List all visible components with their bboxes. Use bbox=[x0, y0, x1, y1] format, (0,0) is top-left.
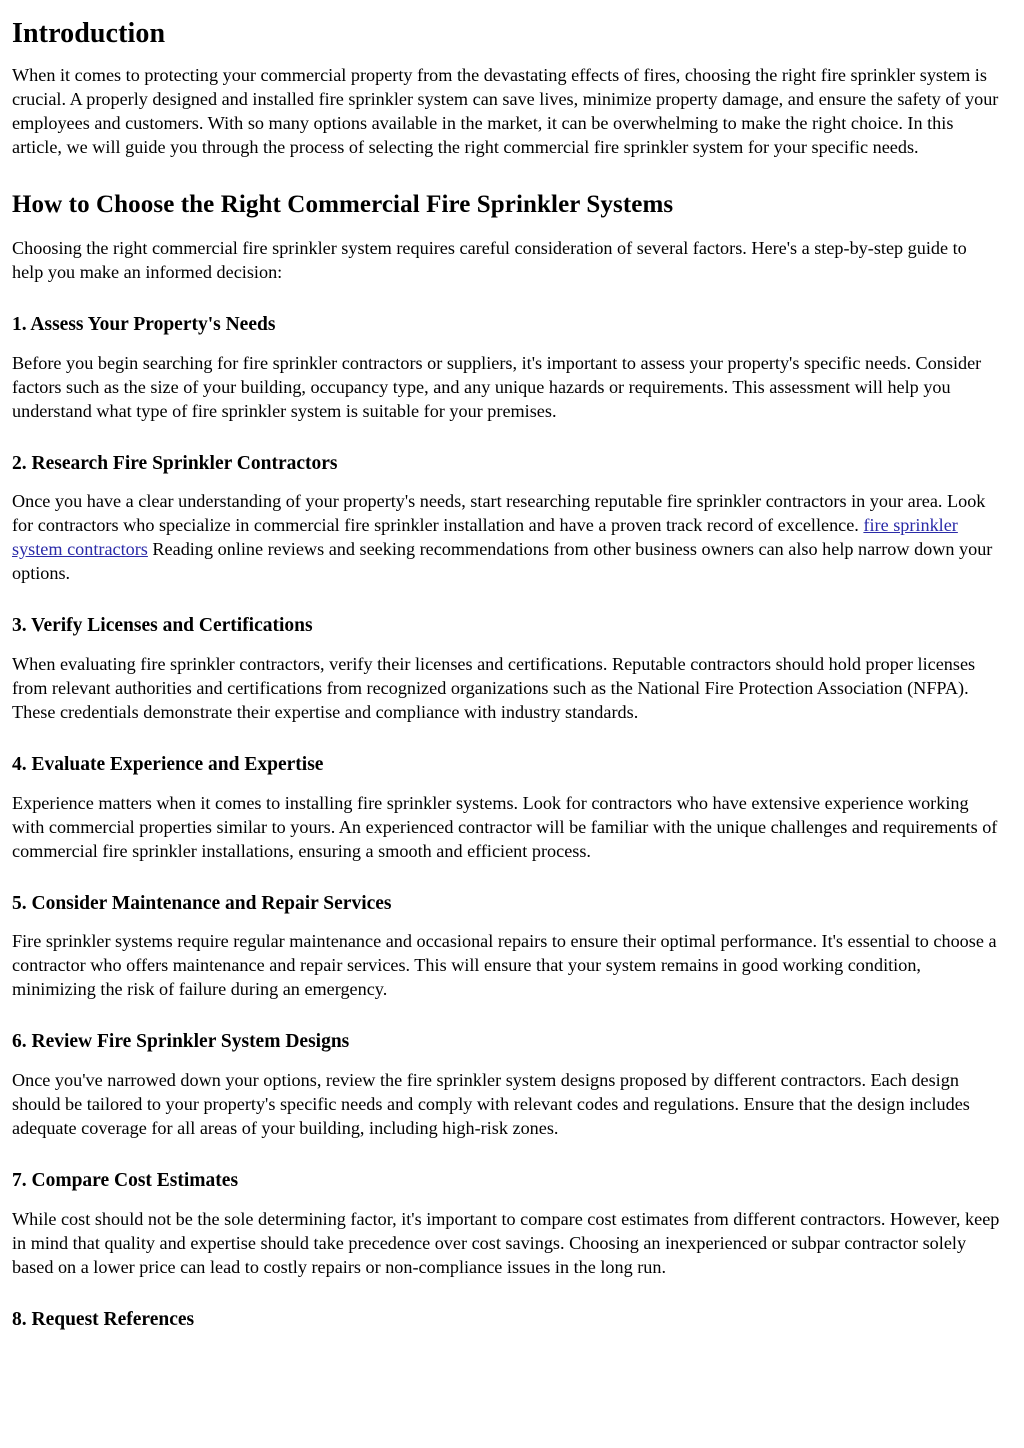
section-step-3 bbox=[12, 615, 1002, 724]
section-step-2 bbox=[12, 453, 1002, 586]
paragraph-step-2 bbox=[12, 489, 1002, 585]
heading-step-6: 6. Review Fire Sprinkler System Designs bbox=[12, 1031, 350, 1053]
section-step-4 bbox=[12, 754, 1002, 863]
section-step-8 bbox=[12, 1309, 1002, 1332]
paragraph-introduction: When it comes to protecting your commercial property from the devastating effects of fires, choosing the right fire sprinkler system is crucial. A properly designed and installed fire sprinkler system can save lives, minimize property damage, and ensure the safety of your employees and customers. With so many options available in the market, it can be overwhelming to make the right choice. In this article, we will guide you through the process of selecting the right commercial fire sprinkler system for your specific needs. bbox=[12, 65, 999, 158]
section-introduction bbox=[12, 18, 1002, 159]
heading-step-4: 4. Evaluate Experience and Expertise bbox=[12, 753, 324, 775]
paragraph-step-2-text-before: Once you have a clear understanding of your property's needs, start researching reputable fire sprinkler contractors in your area. Look for contractors who specialize in commercial fire sprinkler installation and have a proven track record of excellence. bbox=[12, 491, 986, 536]
section-step-6 bbox=[12, 1031, 1002, 1140]
section-step-5 bbox=[12, 893, 1002, 1002]
heading-how-to-choose: How to Choose the Right Commercial Fire Sprinkler Systems bbox=[12, 191, 674, 219]
paragraph-step-3: When evaluating fire sprinkler contractors, verify their licenses and certifications. Reputable contractors should hold proper licenses from relevant authorities and certifications from recognized organizations such as the National Fire Protection Association (NFPA). These credentials demonstrate their expertise and compliance with industry standards. bbox=[12, 653, 976, 722]
heading-step-8: 8. Request References bbox=[12, 1308, 195, 1330]
paragraph-step-6: Once you've narrowed down your options, review the fire sprinkler system designs proposed by different contractors. Each design should be tailored to your property's specific needs and comply with relevant codes and regulations. Ensure that the design includes adequate coverage for all areas of your building, including high-risk zones. bbox=[12, 1069, 970, 1138]
section-step-7 bbox=[12, 1170, 1002, 1279]
paragraph-step-1: Before you begin searching for fire sprinkler contractors or suppliers, it's important to assess your property's specific needs. Consider factors such as the size of your building, occupancy type, and any unique hazards or requirements. This assessment will help you understand what type of fire sprinkler system is suitable for your premises. bbox=[12, 352, 982, 421]
heading-step-7: 7. Compare Cost Estimates bbox=[12, 1169, 239, 1191]
heading-step-3: 3. Verify Licenses and Certifications bbox=[12, 615, 313, 637]
fire-sprinkler-system-contractors-link[interactable]: fire sprinkler system contractors bbox=[12, 515, 958, 560]
paragraph-step-7: While cost should not be the sole determining factor, it's important to compare cost estimates from different contractors. However, keep in mind that quality and expertise should take precedence over cost savings. Choosing an inexperienced or subpar contractor solely based on a lower price can lead to costly repairs or non-compliance issues in the long run. bbox=[12, 1208, 1000, 1277]
heading-step-1: 1. Assess Your Property's Needs bbox=[12, 313, 276, 335]
heading-step-2: 2. Research Fire Sprinkler Contractors bbox=[12, 452, 338, 474]
section-how-to-choose bbox=[12, 191, 1002, 284]
paragraph-step-4: Experience matters when it comes to installing fire sprinkler systems. Look for contractors who have extensive experience working with commercial properties similar to yours. An experienced contractor will be familiar with the unique challenges and requirements of commercial fire sprinkler installations, ensuring a smooth and efficient process. bbox=[12, 792, 998, 861]
heading-step-5: 5. Consider Maintenance and Repair Services bbox=[12, 892, 392, 914]
paragraph-how-to-choose: Choosing the right commercial fire sprinkler system requires careful consideration of several factors. Here's a step-by-step guide to help you make an informed decision: bbox=[12, 237, 967, 282]
page-title: Introduction bbox=[12, 18, 166, 49]
section-step-1 bbox=[12, 314, 1002, 423]
paragraph-step-2-text-after: Reading online reviews and seeking recommendations from other business owners can also help narrow down your options. bbox=[12, 539, 993, 584]
paragraph-step-5: Fire sprinkler systems require regular maintenance and occasional repairs to ensure their optimal performance. It's essential to choose a contractor who offers maintenance and repair services. This will ensure that your system remains in good working condition, minimizing the risk of failure during an emergency. bbox=[12, 931, 997, 1000]
